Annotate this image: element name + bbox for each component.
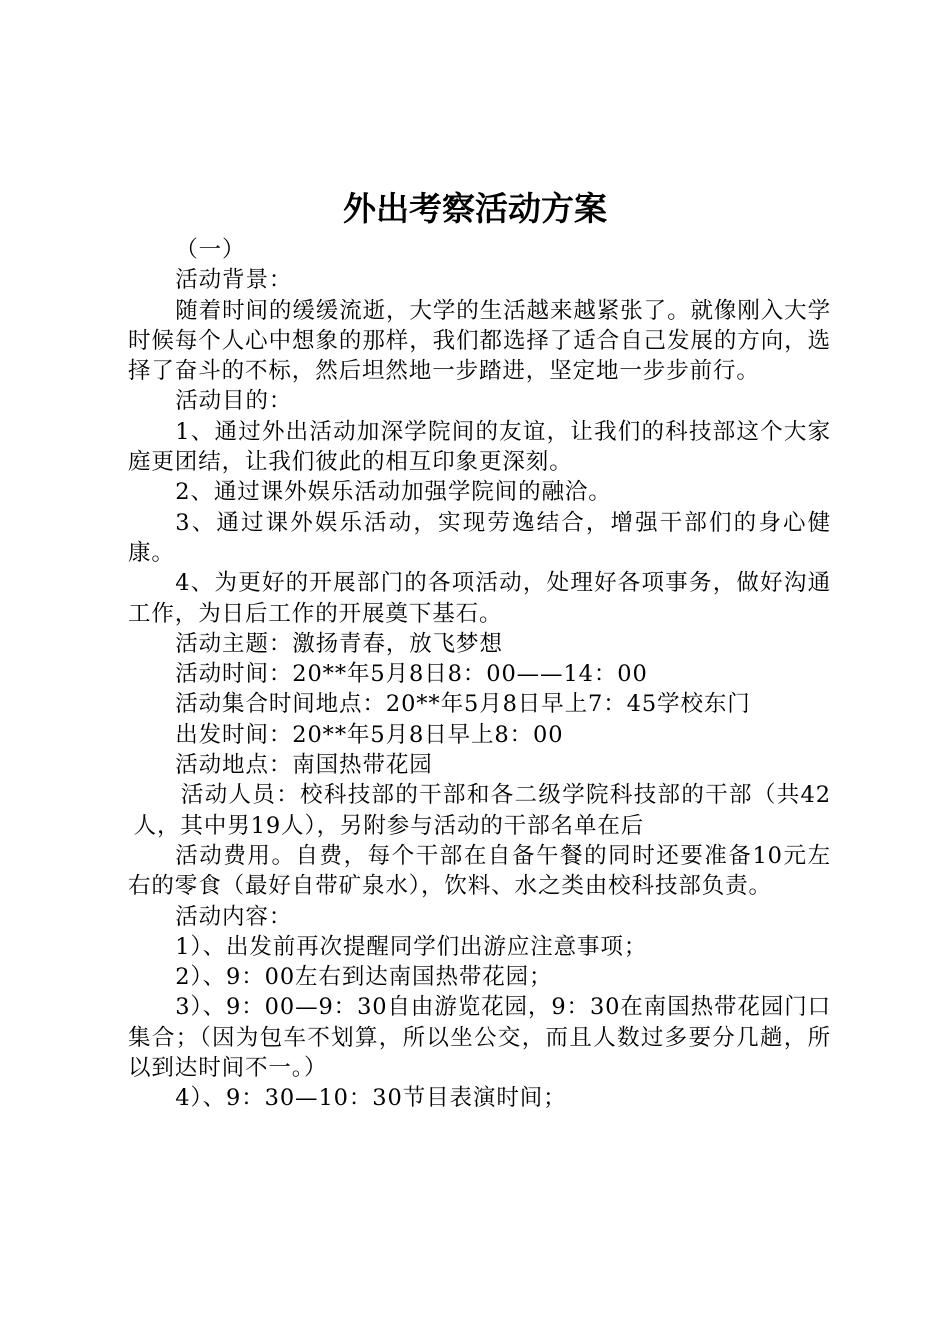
paragraph-gathering: 活动集合时间地点：20**年5月8日早上7：45学校东门 bbox=[175, 691, 751, 718]
paragraph-location: 活动地点：南国热带花园 bbox=[175, 752, 433, 779]
paragraph-content-3: 3）、9：00—9：30自由游览花园，9：30在南国热带花园门口集合；（因为包车不划算，所以坐公交，而且人数过多要分几趟，所以到达时间不一。） bbox=[128, 994, 831, 1082]
paragraph-background-text: 随着时间的缓缓流逝，大学的生活越来越紧张了。就像刚入大学时候每个人心中想象的那样，我们都选择了适合自己发展的方向，选择了奋斗的不标，然后坦然地一步踏进，坚定地一步步前行。 bbox=[128, 297, 831, 385]
paragraph-content-4: 4）、9：30—10：30节目表演时间； bbox=[175, 1085, 567, 1112]
paragraph-purpose-heading: 活动目的： bbox=[175, 388, 293, 415]
paragraph-content-1: 1）、出发前再次提醒同学们出游应注意事项； bbox=[175, 933, 648, 960]
paragraph-purpose-2: 2、通过课外娱乐活动加强学院间的融洽。 bbox=[175, 479, 612, 506]
paragraph-background-heading: 活动背景： bbox=[175, 267, 293, 294]
paragraph-participants: 活动人员：校科技部的干部和各二级学院科技部的干部（共42人，其中男19人），另附参与活动的干部名单在后 bbox=[133, 782, 831, 839]
paragraph-departure: 出发时间：20**年5月8日早上8：00 bbox=[175, 721, 564, 748]
paragraph-content-heading: 活动内容： bbox=[175, 903, 293, 930]
paragraph-content-2: 2）、9：00左右到达南国热带花园； bbox=[175, 964, 553, 991]
document-body bbox=[128, 235, 831, 1114]
paragraph-purpose-1: 1、通过外出活动加深学院间的友谊，让我们的科技部这个大家庭更团结，让我们彼此的相互印象更深刻。 bbox=[128, 418, 831, 476]
paragraph-purpose-3: 3、通过课外娱乐活动，实现劳逸结合，增强干部们的身心健康。 bbox=[128, 509, 831, 566]
paragraph-section-number: （一） bbox=[175, 237, 246, 263]
paragraph-theme: 活动主题：激扬青春，放飞梦想 bbox=[175, 630, 503, 657]
paragraph-purpose-4: 4、为更好的开展部门的各项活动，处理好各项事务，做好沟通工作，为日后工作的开展奠下基石。 bbox=[128, 570, 831, 627]
paragraph-cost: 活动费用。自费，每个干部在自备午餐的同时还要准备10元左右的零食（最好自带矿泉水），饮料、水之类由校科技部负责。 bbox=[128, 842, 831, 900]
document-title: 外出考察活动方案 bbox=[343, 189, 607, 228]
paragraph-time: 活动时间：20**年5月8日8：00——14：00 bbox=[175, 661, 648, 688]
